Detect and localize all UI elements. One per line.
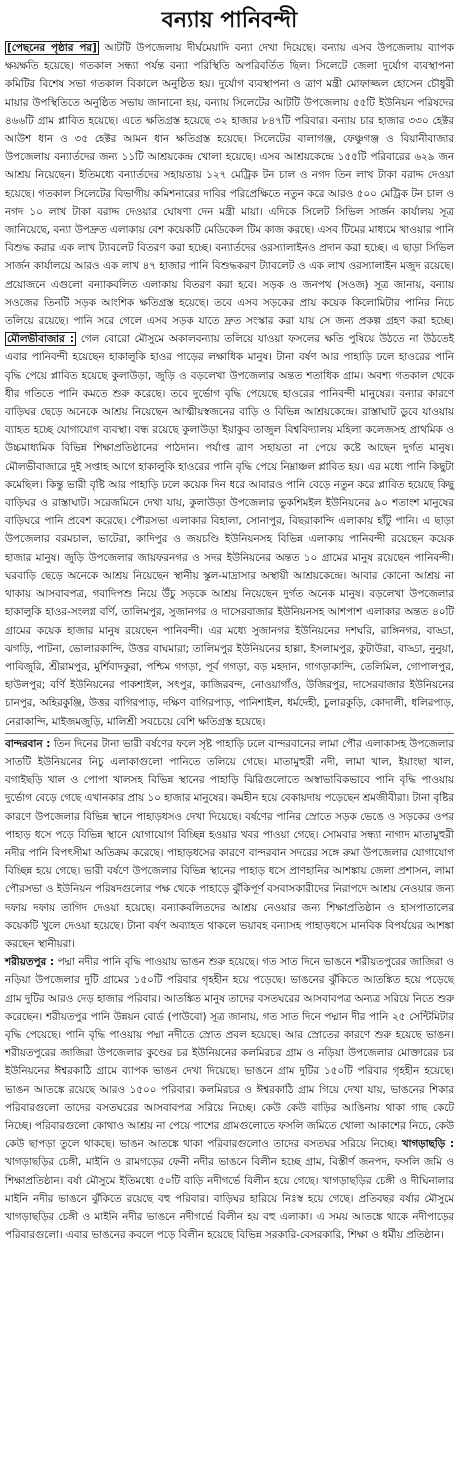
dateline-khagrachhari: খাগড়াছড়ি :: [401, 1138, 455, 1151]
dateline-shariatpur: শরীয়তপুর :: [5, 956, 55, 969]
article-headline: বন্যায় পানিবন্দী: [161, 8, 298, 33]
article-body: [5, 39, 454, 1244]
paragraph-khagrachhari: খাগড়াছড়ির চেঙ্গী, মাইনি ও রামগড়ের ফেনী নদীর ভাঙনে বিলীন হচ্ছে গ্রাম, বিস্তীর্ণ জনপদ, ফসলি জমি ও শিক্ষাপ্রতিষ্ঠান। বর্ষা মৌসুমে ইতিমধ্যে ৫০টি বাড়ি নদীগর্ভে বিলীন হয়ে গেছে। খাগড়াছড়ির চেঙ্গী ও দীঘিনালার মাইনি নদীর ভাঙনে ঝুঁকিতে রয়েছে বহু পরিবার। বাড়িঘর হারিয়ে নিঃস্ব হয়ে গেছে। প্রতিবছর বর্ষার মৌসুমে খাগড়াছড়ির চেঙ্গী ও মাইনি নদীর ভাঙনে নদীগর্ভে বিলীন হয় বহু এলাকা। এ সময় আতঙ্কে থাকে নদীপাড়ের পরিবারগুলো। এবার ভাঙনের কবলে পড়ে বিলীন হয়েছে বিভিন্ন সরকারি-বেসরকারি, শিক্ষা ও ধর্মীয় প্রতিষ্ঠান।: [5, 1156, 454, 1242]
section-divider: [5, 733, 454, 734]
continued-from-label: [পেছনের পৃষ্ঠার পর]: [7, 42, 97, 54]
paragraph-bandarban: তিন দিনের টানা ভারী বর্ষণের ফলে সৃষ্ট পাহাড়ি ঢলে বান্দরবানের লামা পৌর এলাকাসহ উপজেলার সাতটি ইউনিয়নের নিচু এলাকাগুলো পানিতে তলিয়ে গেছে। মাতামুহুরী নদী, লামা খাল, ইয়াংছা খাল, বগাইছড়ি খাল ও পোপা খালসহ বিভিন্ন স্থানের পাহাড়ি ঝিরিগুলোতে অস্বাভাবিকভাবে পানি বৃদ্ধি পাওয়ায় দুর্ভোগ বেড়ে গেছে এখানকার প্রায় ১০ হাজার মানুষের। কমহীন হয়ে বেকায়দায় পড়েছেন শ্রমজীবীরা। টানা বৃষ্টির কারণে উপজেলার বিভিন্ন স্থানে পাহাড়ধসও দেখা দিয়েছে। বর্ষণের পানির স্রোতে সড়ক ভেঙে ও সড়কের ওপর পাহাড় ধসে পড়ে বিভিন্ন স্থানে যোগাযোগ বিচ্ছিন্ন হওয়ার খবর পাওয়া গেছে। সোমবার সন্ধ্যা নাগাদ মাতামুহুরী নদীর পানি বিপৎসীমা অতিক্রম করেছে। পাহাড়ধসের কারণে বান্দরবান সদরের সঙ্গে রুমা উপজেলার যোগাযোগ বিচ্ছিন্ন হয়ে গেছে। ভারী বর্ষণে উপজেলার বিভিন্ন স্থানের পাহাড় ধসে প্রাণহানির আশঙ্কায় জেলা প্রশাসন, লামা পৌরসভা ও ইউনিয়ন পরিষদগুলোর পক্ষ থেকে পাহাড়ে ঝুঁকিপূর্ণ বসবাসকারীদের নিরাপদে আশ্রয় নেওয়ার জন্য দফায় দফায় তাগিদ দেওয়া হয়েছে। বন্যাকবলিতদের আশ্রয় নেওয়ার জন্য শিক্ষাপ্রতিষ্ঠান ও হাসপাতালের কয়েকটি খুলে দেওয়া হয়েছে। টানা বর্ষণ অব্যাহত থাকলে ভয়াবহ বন্যাসহ পাহাড়ধসে মানবিক বিপর্যয়ের আশঙ্কা করছেন স্থানীয়রা।: [5, 737, 454, 950]
section-shariatpur: [5, 953, 454, 1244]
section-bandarban: [5, 735, 454, 953]
section-sylhet: [5, 39, 454, 731]
dateline-bandarban: বান্দরবান :: [5, 737, 51, 750]
paragraph-shariatpur: পদ্মা নদীর পানি বৃদ্ধি পাওয়ায় ভাঙন শুরু হয়েছে। গত সাত দিনে ভাঙনে শরীয়তপুরের জাজিরা ও নড়িয়া উপজেলার দুটি গ্রামের ১৫০টি পরিবার গৃহহীন হয়ে পড়েছে। ভাঙনের ঝুঁকিতে আতঙ্কিত হয়ে পড়েছে গ্রাম দুটির আরও দেড় হাজার পরিবার। আতঙ্কিত মানুষ তাদের বসতঘরের আসবাবপত্র অন্যত্র সরিয়ে নিতে শুরু করেছেন। শরীয়তপুর পানি উন্নয়ন বোর্ড (পাউবো) সূত্র জানায়, গত সাত দিনে পদ্মান দীর পানি ২৫ সেন্টিমিটার বৃদ্ধি পেয়েছে। পানি বৃদ্ধি পাওয়ায় পদ্মা নদীতে স্রোত প্রবল হয়েছে। আর স্রোতের কারণে শুরু হয়েছে ভাঙন। শরীয়তপুরের জাজিরা উপজেলার কুণ্ডের চর ইউনিয়নের কলমিরচর গ্রাম ও নড়িয়া উপজেলার মোক্তারের চর ইউনিয়নের ঈশ্বরকাঠি গ্রামে ব্যাপক ভাঙন দেখা দিয়েছে। ভাঙনে গ্রাম দুটির ১৫০টি পরিবার গৃহহীন হয়েছে। ভাঙন আতঙ্কে রয়েছে আরও ১৫০০ পরিবার। কলমিরচর ও ঈশ্বরকাঠি গ্রাম গিয়ে দেখা যায়, ভাঙনের শিকার পরিবারগুলো তাদের বসতঘরের আসবাবপত্র সরিয়ে নিচ্ছে। কেউ কেউ বাড়ির আঙিনায় থাকা গাছ কেটে নিচ্ছে। পরিবারগুলো কোথাও আশ্রয় না পেয়ে পাশের গ্রামগুলোতে ফসলি জমিতে খোলা আকাশের নিচে, কেউ কেউ ছাপড়া তুলে থাকছে। ভাঙন আতঙ্কে থাকা পরিবারগুলোও তাদের বসতঘর সরিয়ে নিচ্ছে।: [5, 956, 454, 1151]
paragraph-sylhet: আটটি উপজেলায় দীর্ঘমেয়াদি বন্যা দেখা দিয়েছে। বন্যায় এসব উপজেলায় ব্যাপক ক্ষয়ক্ষতি হয়েছে। গতকাল সন্ধ্যা পর্যন্ত বন্যা পরিস্থিতি অপরিবর্তিত ছিল। সিলেটে জেলা দুর্যোগ ব্যবস্থাপনা কমিটির বিশেষ সভা গতকাল বিকালে অনুষ্ঠিত হয়। দুর্যোগ ব্যবস্থাপনা ও ত্রাণ মন্ত্রী মোফাজ্জল হোসেন চৌধুরী মায়ার উপস্থিতিতে অনুষ্ঠিত সভায় জানানো হয়, বন্যায় সিলেটের আটটি উপজেলায় ৫৫টি ইউনিয়ন পরিষদের ৪৬৬টি গ্রাম প্লাবিত হয়েছে। এতে ক্ষতিগ্রস্ত হয়েছে ৩২ হাজার ৮৪৭টি পরিবার। বন্যায় চার হাজার ৩৩০ হেক্টর আউশ ধান ও ৩৫ হেক্টর আমন ধান ক্ষতিগ্রস্ত হয়েছে। সিলেটের বালাগঞ্জ, ফেঞ্চুগঞ্জ ও বিয়ানীবাজার উপজেলায় বন্যার্তদের জন্য ১১টি আশ্রয়কেন্দ্র খোলা হয়েছে। এসব আশ্রয়কেন্দ্রে ১৫৫টি পরিবারের ৬২৯ জন আশ্রয় নিয়েছেন। ইতিমধ্যে বন্যার্তদের সহায়তায় ১২৭ মেট্রিক টন চাল ও নগদ তিন লাখ টাকা বরাদ্দ দেওয়া হয়েছে। গতকাল সিলেটের বিভাগীয় কমিশনারের দাবির পরিপ্রেক্ষিতে নতুন করে আরও ৫০০ মেট্রিক টন চাল ও নগদ ১০ লাখ টাকা বরাদ্দ দেওয়ার ঘোষণা দেন মন্ত্রী মায়া। এদিকে সিলেট সিভিল সার্জন কার্যালয় সূত্র জানিয়েছে, বন্যা উপদ্রুত এলাকায় বেশ কয়েকটি মেডিকেল টিম কাজ করছে। এসব টিমের মাধ্যমে খাওয়ার পানি বিশুদ্ধ করার এক লাখ ট্যাবলেট বিতরণ করা হচ্ছে। বন্যার্তদের ওরস্যালাইনও প্রদান করা হচ্ছে। এ ছাড়া সিভিল সার্জন কার্যালয়ে আরও এক লাখ ৪৭ হাজার পানি বিশুদ্ধকরণ ট্যাবলেট ও এক লাখ ওরস্যালাইন মজুদ রয়েছে। প্রয়োজনে এগুলো বন্যাকবলিত এলাকায় বিতরণ করা হবে। সড়ক ও জনপথ (সওজ) সূত্র জানায়, বন্যায় সওজের তিনটি সড়ক আংশিক ক্ষতিগ্রস্ত হয়েছে। তবে এসব সড়কের প্রায় কয়েক কিলোমিটার পানির নিচে তলিয়ে রয়েছে। পানি সরে গেলে এসব সড়ক যাতে দ্রুত সংস্কার করা যায় সে জন্য প্রকল্প গ্রহণ করা হচ্ছে।: [5, 42, 454, 328]
paragraph-moulvibazar: গেল বোরো মৌসুমে অকালবন্যায় তলিয়ে যাওয়া ফসলের ক্ষতি পুষিয়ে উঠতে না উঠতেই এবার পানিবন্দী হয়েছেন হাকালুকি হাওর পাড়ের লক্ষাধিক মানুষ। টানা বর্ষণ আর পাহাড়ি ঢলে হাওরের পানি বৃদ্ধি পেয়ে প্লাবিত হয়েছে কুলাউড়া, জুড়ি ও বড়লেখা উপজেলার অন্তত শতাধিক গ্রাম। অবশ্য গতকাল থেকে ধীর গতিতে পানি কমতে শুরু করেছে। তবে দুর্ভোগ বৃদ্ধি পেয়েছে হাওরের পানিবন্দী মানুষের। বন্যার কারণে বাড়িঘর ছেড়ে অনেকে আশ্রয় নিয়েছেন আত্মীয়স্বজনের বাড়ি ও বিভিন্ন আশ্রয়কেন্দ্রে। রাস্তাঘাট ডুবে যাওয়ায় ব্যাহত হচ্ছে যোগাযোগ ব্যবস্থা। বন্ধ রয়েছে কুলাউড়া ইয়াকুব তাজুল বিশ্ববিদ্যালয় মহিলা কলেজসহ প্রাথমিক ও উচ্চমাধ্যমিক বিভিন্ন শিক্ষাপ্রতিষ্ঠানের পাঠদান। পর্যাপ্ত ত্রাণ সহায়তা না পেয়ে কষ্টে আছেন দুর্গত মানুষ। মৌলভীবাজারে দুই সপ্তাহ আগে হাকালুকি হাওরের পানি বৃদ্ধি পেয়ে নিম্নাঞ্চল প্লাবিত হয়। এর মধ্যে পানি কিছুটা কমেছিল। কিন্তু ভারী বৃষ্টি আর পাহাড়ি ঢলে কয়েক দিন ধরে আবারও পানি বেড়ে নতুন করে প্লাবিত হয়েছে কিছু বাড়িঘর ও রাস্তাঘাট। সরেজমিনে দেখা যায়, কুলাউড়া উপজেলার ভুকশিমইল ইউনিয়নের ৯০ শতাংশ মানুষের বাড়িঘরে পানি প্রবেশ করেছে। পৌরসভা এলাকার বিহালা, সোনাপুর, বিছরাকান্দি এলাকায় হাঁটু পানি। এ ছাড়া উপজেলার বরমচাল, ভাটেরা, কাদিপুর ও জয়চণ্ডি ইউনিয়নসহ বিভিন্ন এলাকায় পানিবন্দী রয়েছেন কয়েক হাজার মানুষ। জুড়ি উপজেলার জায়ফরনগর ও সদর ইউনিয়নের অন্তত ১০ গ্রামের মানুষ রয়েছেন পানিবন্দী। ঘরবাড়ি ছেড়ে অনেকে আশ্রয় নিয়েছেন স্থানীয় স্কুল-মাদ্রাসার অস্থায়ী আশ্রয়কেন্দ্রে। আবার কোনো আশ্রয় না থাকায় আসবাবপত্র, গবাদিপশু নিয়ে উঁচু সড়কে আশ্রয় নিয়েছেন দুর্গত অনেক মানুষ। বড়লেখা উপজেলার হাকালুকি হাওর-সংলগ্ন বর্ণি, তালিমপুর, সুজানগর ও দাসেরবাজার ইউনিয়নসহ আশপাশ এলাকার অন্তত ৪০টি গ্রামের কয়েক হাজার মানুষ রয়েছেন পানিবন্দী। এর মধ্যে সুজানগর ইউনিয়নের দশঘরি, রাঙ্গিনগর, বাড্ডা, ঝগড়ি, পাটনা, ভোলারকান্দি, উত্তর বাঘমারা; তালিমপুর ইউনিয়নের হাল্লা, ইসলামপুর, কুটাউরা, বাড্ডা, নুনুয়া, পাবিজুরি, শ্রীরামপুর, মুর্শিবাদকুরা, পশ্চিম গগড়া, পূর্ব গগড়া, বড় মহদান, গাগড়াকান্দি, তেলিমিল, গোপালপুর, হাউলপুর; বর্ণি ইউনিয়নের পাকশাইল, সৎপুর, কাজিরবন্দ, নোওয়াগাঁও, উজিরপুর, দাসেরবাজার ইউনিয়নের চানপুর, অহিরকুঞ্জি, উত্তর বাগিরপাড়, দক্ষিণ বাগিরপাড়, পানিশাইল, ধর্মদেহী, চুলারকুড়ি, কোদালী, ধলিরপাড়, নেরাকান্দি, মাইজমজুড়ি, মালিশ্রী সবচেয়ে বেশি ক্ষতিগ্রস্ত হয়েছে।: [5, 333, 454, 728]
dateline-moulvibazar: মৌলভীবাজার :: [7, 333, 74, 346]
